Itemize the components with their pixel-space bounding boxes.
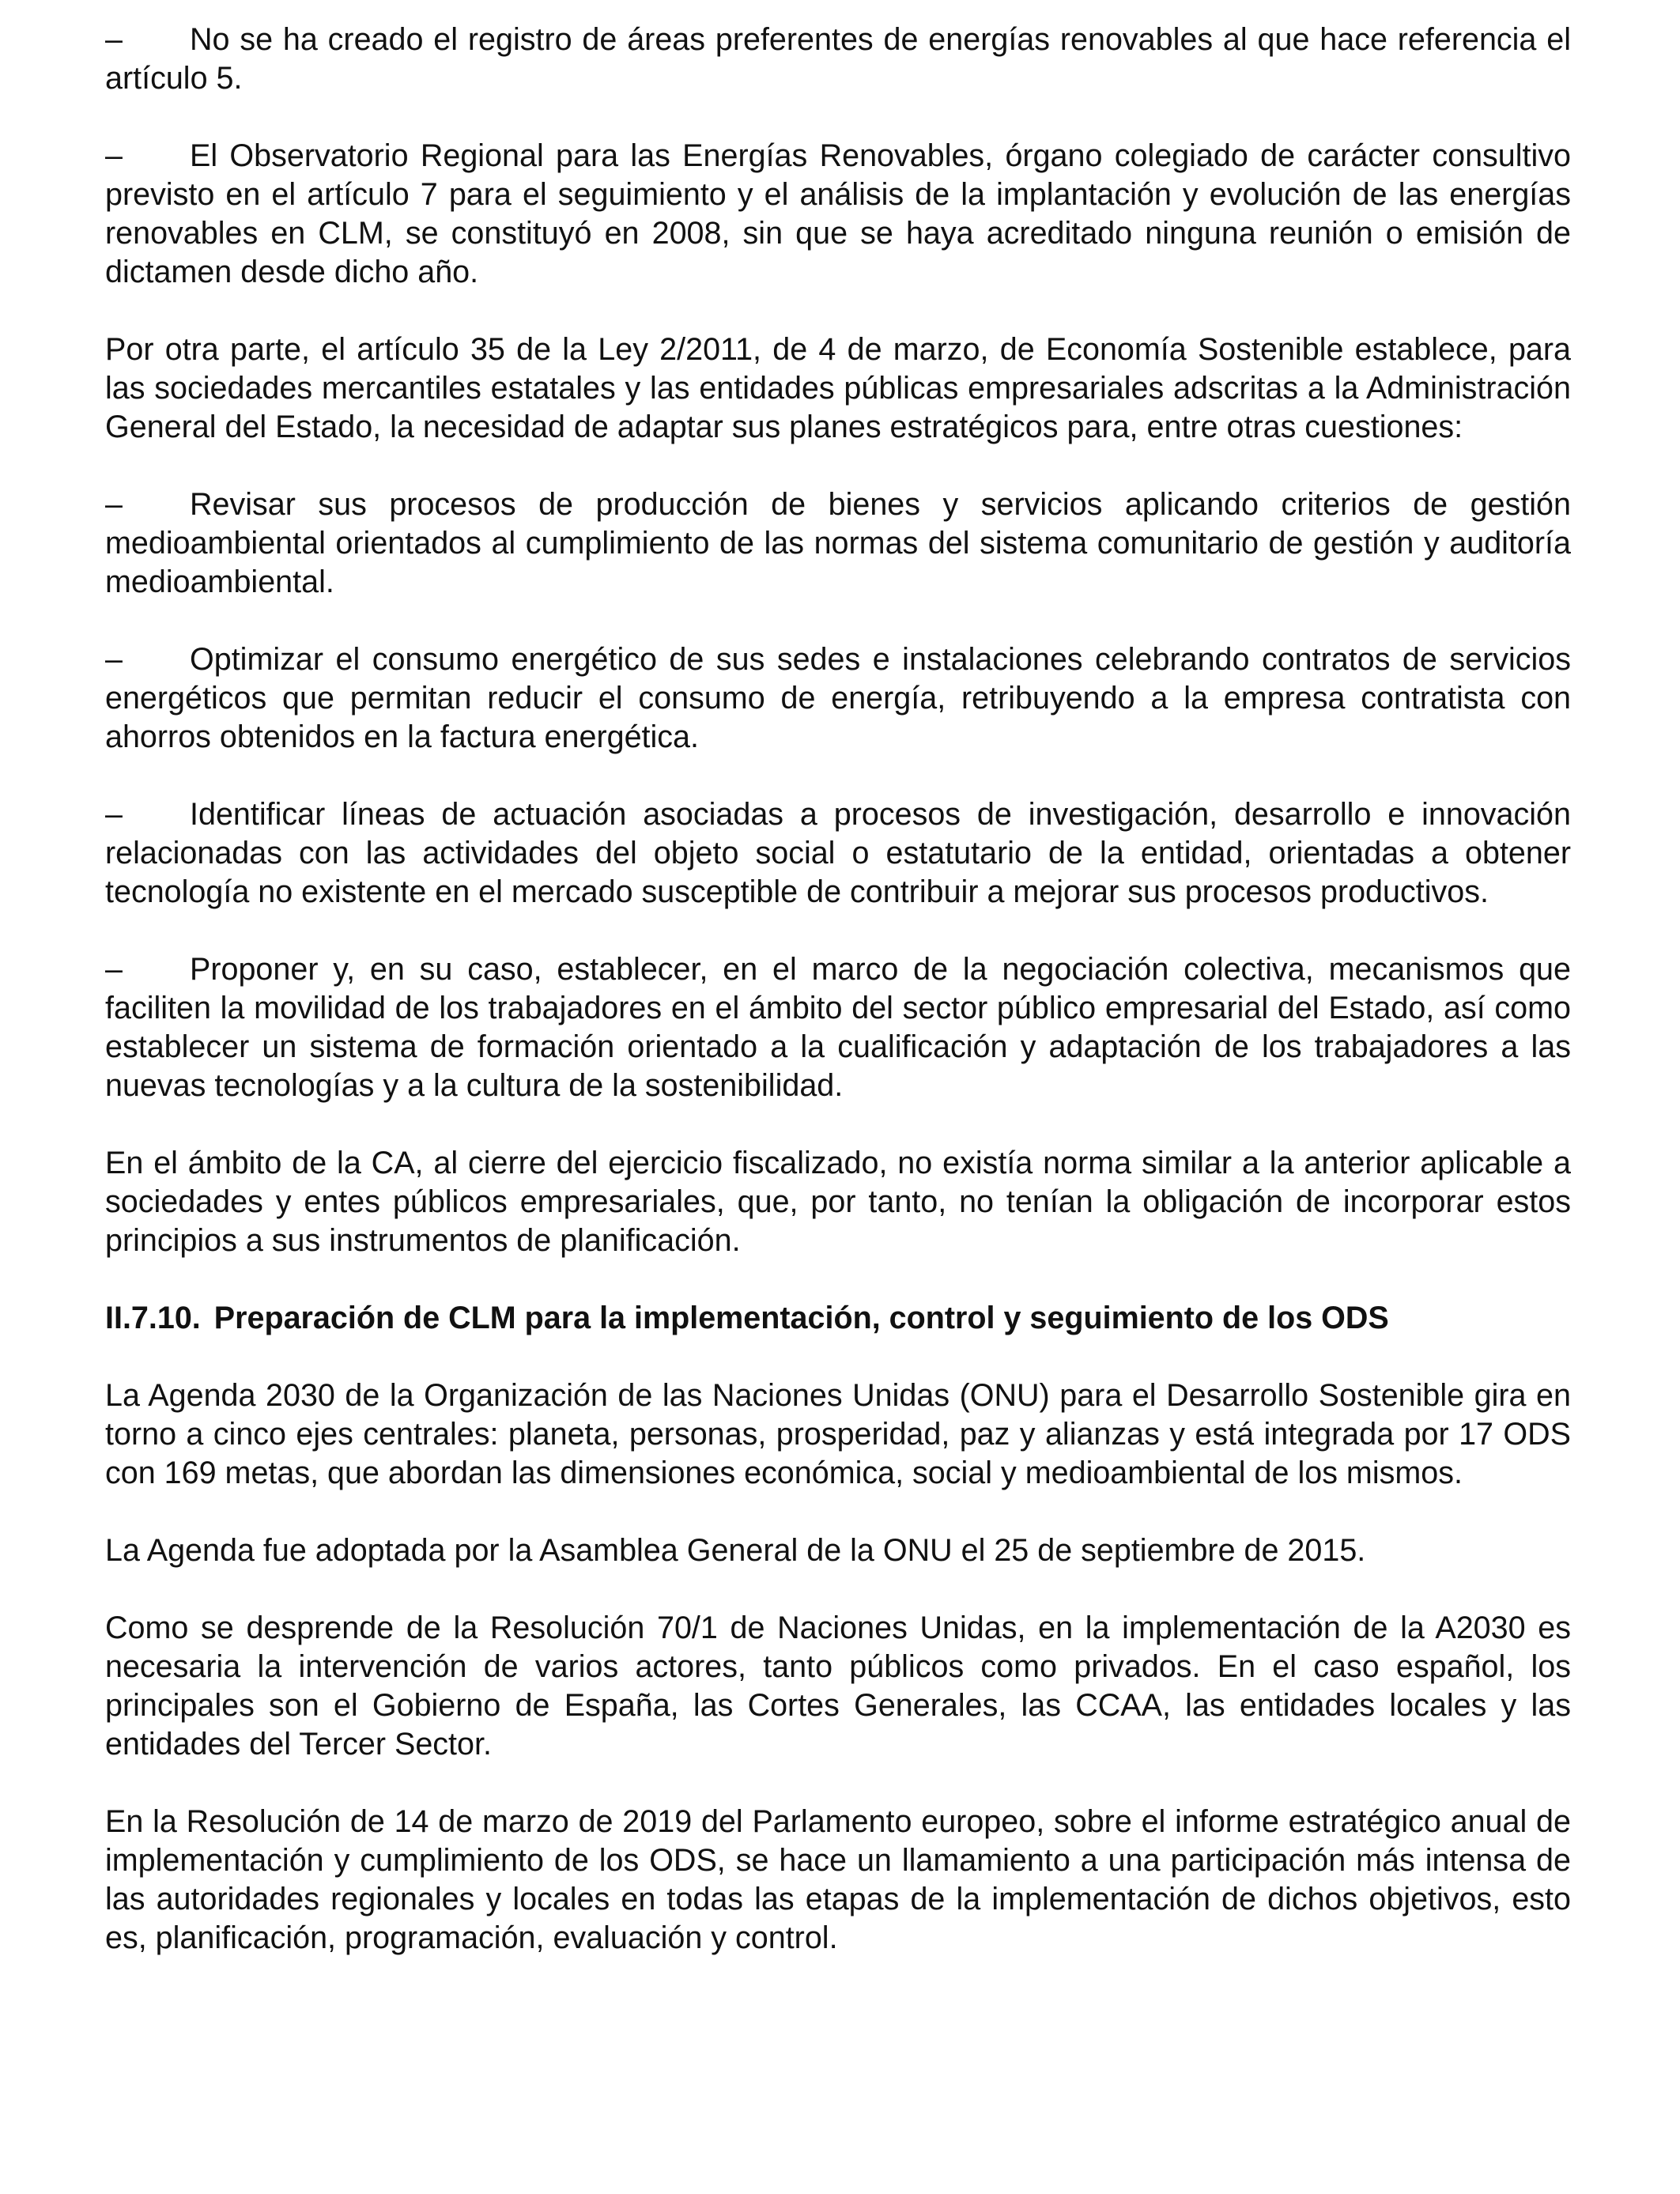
bullet-item-registro: [105, 21, 1571, 98]
bullet-text: Optimizar el consumo energético de sus sedes e instalaciones celebrando contratos de servicios energéticos que permitan reducir el consumo de energía, retribuyendo a la empresa contratista con ahorros obtenidos en la factura energética.: [105, 642, 1571, 754]
paragraph-parlamento-europeo: En la Resolución de 14 de marzo de 2019 del Parlamento europeo, sobre el informe estratégico anual de implementación y cumplimiento de los ODS, se hace un llamamiento a una participación más intensa de las autoridades regionales y locales en todas las etapas de la implementación de dichos objetivos, esto es, planificación, programación, evaluación y control.: [105, 1804, 1571, 1955]
paragraph-resolucion-70-1: Como se desprende de la Resolución 70/1 de Naciones Unidas, en la implementación de la A2030 es necesaria la intervención de varios actores, tanto públicos como privados. En el caso español, los principales son el Gobierno de España, las Cortes Generales, las CCAA, las entidades locales y las entidades del Tercer Sector.: [105, 1611, 1571, 1762]
bullet-item-identificar: [105, 795, 1571, 912]
section-title: Preparación de CLM para la implementación, control y seguimiento de los ODS: [213, 1301, 1389, 1335]
bullet-item-proponer: [105, 950, 1571, 1105]
dash-bullet-icon: –: [105, 797, 123, 832]
bullet-text: Revisar sus procesos de producción de bienes y servicios aplicando criterios de gestión medioambiental orientados al cumplimiento de las normas del sistema comunitario de gestión y auditoría medioambiental.: [105, 487, 1571, 599]
dash-bullet-icon: –: [105, 138, 123, 173]
section-number: II.7.10.: [105, 1301, 201, 1335]
paragraph-agenda-adoptada: La Agenda fue adoptada por la Asamblea General de la ONU el 25 de septiembre de 2015.: [105, 1533, 1366, 1568]
bullet-text: Identificar líneas de actuación asociadas a procesos de investigación, desarrollo e innovación relacionadas con las actividades del objeto social o estatutario de la entidad, orientadas a obtener tecnología no existente en el mercado susceptible de contribuir a mejorar sus procesos productivos.: [105, 797, 1571, 909]
bullet-text: No se ha creado el registro de áreas preferentes de energías renovables al que hace referencia el artículo 5.: [105, 22, 1571, 96]
bullet-item-observatorio: [105, 137, 1571, 292]
dash-bullet-icon: –: [105, 487, 123, 522]
dash-bullet-icon: –: [105, 22, 123, 57]
section-heading: [105, 1299, 1571, 1338]
dash-bullet-icon: –: [105, 642, 123, 677]
bullet-text: El Observatorio Regional para las Energías Renovables, órgano colegiado de carácter consultivo previsto en el artículo 7 para el seguimiento y el análisis de la implantación y evolución de las energías renovables en CLM, se constituyó en 2008, sin que se haya acreditado ninguna reunión o emisión de dictamen desde dicho año.: [105, 138, 1571, 289]
bullet-item-revisar: [105, 485, 1571, 602]
paragraph-ambito-ca: En el ámbito de la CA, al cierre del ejercicio fiscalizado, no existía norma similar a la anterior aplicable a sociedades y entes públicos empresariales, que, por tanto, no tenían la obligación de incorporar estos principios a sus instrumentos de planificación.: [105, 1146, 1571, 1258]
document-page: [105, 21, 1571, 1996]
paragraph-ley-economia-sostenible: Por otra parte, el artículo 35 de la Ley 2/2011, de 4 de marzo, de Economía Sostenible establece, para las sociedades mercantiles estatales y las entidades públicas empresariales adscritas a la Administración General del Estado, la necesidad de adaptar sus planes estratégicos para, entre otras cuestiones:: [105, 332, 1571, 444]
paragraph-agenda-2030: La Agenda 2030 de la Organización de las Naciones Unidas (ONU) para el Desarrollo Sostenible gira en torno a cinco ejes centrales: planeta, personas, prosperidad, paz y alianzas y está integrada por 17 ODS con 169 metas, que abordan las dimensiones económica, social y medioambiental de los mismos.: [105, 1378, 1571, 1490]
bullet-text: Proponer y, en su caso, establecer, en el marco de la negociación colectiva, mecanismos que faciliten la movilidad de los trabajadores en el ámbito del sector público empresarial del Estado, así como establecer un sistema de formación orientado a la cualificación y adaptación de los trabajadores a las nuevas tecnologías y a la cultura de la sostenibilidad.: [105, 952, 1571, 1103]
dash-bullet-icon: –: [105, 952, 123, 987]
bullet-item-optimizar: [105, 640, 1571, 757]
